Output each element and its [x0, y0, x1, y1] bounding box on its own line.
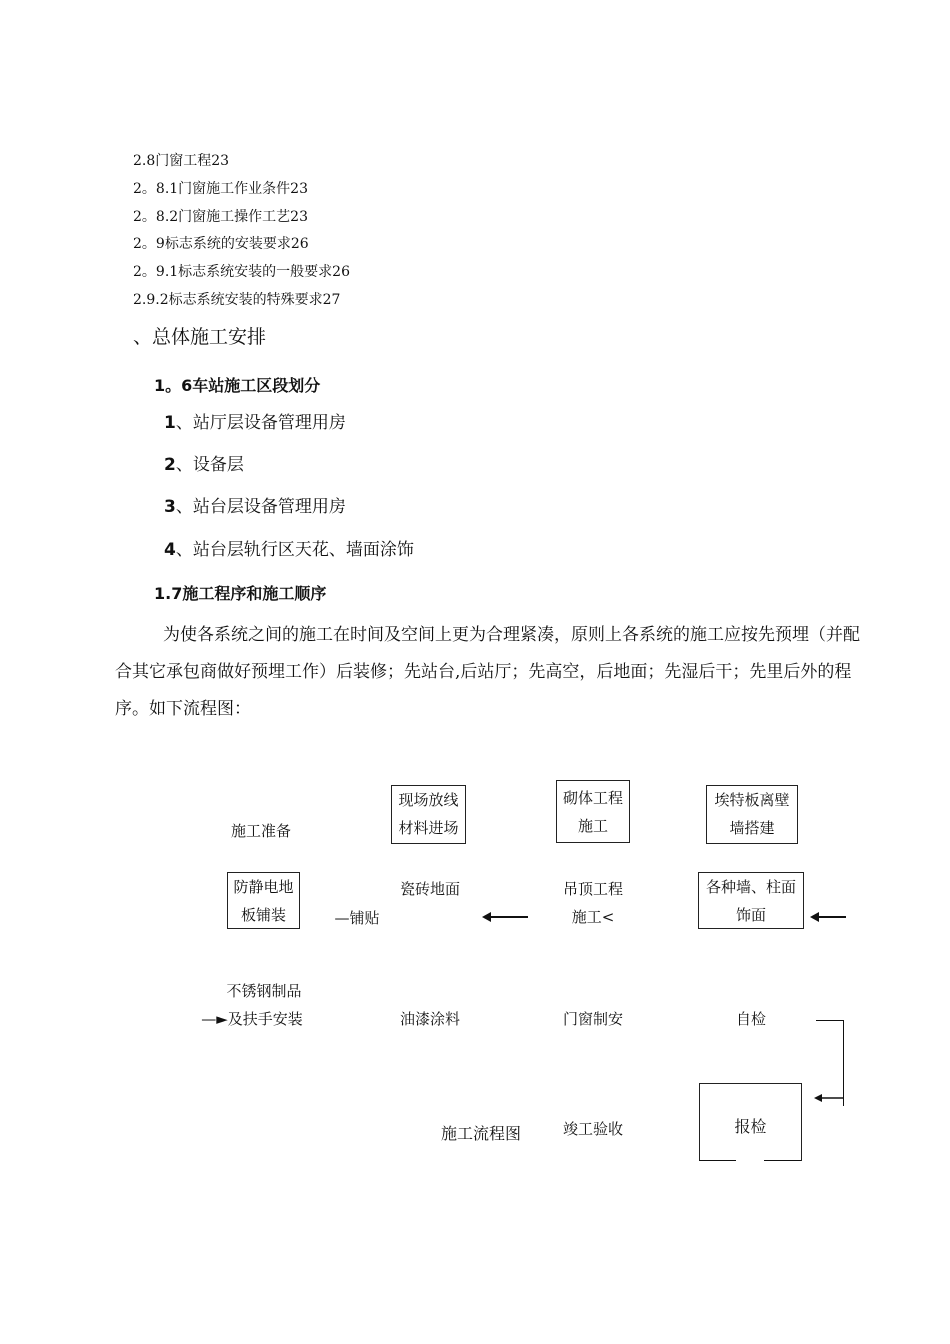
item-text: 、设备层 [175, 455, 244, 475]
flow-text: 板铺装 [240, 906, 286, 924]
flow-step-steel-cont: —►及扶手安装 [201, 1010, 303, 1028]
arrow-left-icon [808, 910, 848, 924]
flow-chart-caption: 施工流程图 [440, 1124, 521, 1143]
section-title: 、总体施工安排 [133, 326, 267, 348]
flow-text: 吊顶工程 [562, 880, 623, 898]
flow-text: 施工< [571, 908, 615, 926]
list-item [164, 450, 244, 475]
flow-text: 现场放线 [398, 791, 459, 809]
toc-entry: 2。8.1门窗施工作业条件23 [133, 181, 308, 197]
flow-box-wall [698, 872, 804, 929]
flow-text: 施工 [577, 817, 608, 835]
flow-box-masonry [556, 780, 630, 843]
flow-text: 饰面 [735, 906, 766, 924]
flow-text: 埃特板离壁 [714, 791, 790, 809]
flow-step-tile-cont: —铺贴 [334, 909, 380, 927]
flow-step-ceiling [548, 875, 638, 931]
heading-title: 施工程序和施工顺序 [182, 584, 327, 603]
toc-entry: 2。8.2门窗施工操作工艺23 [133, 209, 308, 225]
flow-step-prep: 施工准备 [230, 822, 291, 840]
flow-text: 报检 [734, 1117, 767, 1136]
flow-text: 各种墙、柱面 [705, 878, 796, 896]
item-number: 2 [164, 455, 176, 475]
arrow-left-icon [812, 1091, 846, 1105]
item-number: 1 [164, 413, 176, 433]
flow-step-paint: 油漆涂料 [399, 1010, 460, 1028]
flow-text: 砌体工程 [562, 789, 623, 807]
flow-step-selfcheck: 自检 [735, 1010, 766, 1028]
item-number: 3 [164, 497, 176, 517]
item-text: 、站台层设备管理用房 [175, 497, 346, 517]
toc-entry: 2.9.2标志系统安装的特殊要求27 [133, 292, 341, 308]
box-edge [699, 1160, 736, 1161]
connector-line [816, 1020, 844, 1021]
toc-entry: 2。9标志系统的安装要求26 [133, 236, 309, 252]
flow-step-steel: 不锈钢制品 [226, 982, 302, 1000]
body-paragraph: 为使各系统之间的施工在时间及空间上更为合理紧凑，原则上各系统的施工应按先预埋（并配合其它承包商做好预埋工作）后装修；先站台,后站厅；先高空，后地面；先湿后干；先里后外的程序。如下流程图： [115, 625, 860, 719]
item-text: 、站台层轨行区天花、墙面涂饰 [175, 540, 414, 560]
flow-box-antistatic [227, 872, 300, 929]
heading-title: 车站施工区段划分 [192, 376, 321, 395]
list-item [164, 408, 346, 433]
flow-text: 防静电地 [233, 878, 294, 896]
subsection-heading-1-7 [154, 581, 326, 604]
flow-box-survey [391, 785, 466, 844]
heading-number: 1。6 [154, 376, 193, 395]
flow-box-etek [706, 785, 798, 844]
flow-step-completion: 竣工验收 [562, 1120, 623, 1138]
flow-text: 材料进场 [398, 819, 459, 837]
toc-entry: 2.8门窗工程23 [133, 153, 230, 169]
item-text: 、站厅层设备管理用房 [175, 413, 346, 433]
box-edge [764, 1160, 801, 1161]
subsection-heading-1-6 [154, 373, 320, 396]
toc-entry: 2。9.1标志系统安装的一般要求26 [133, 264, 350, 280]
flow-text: 墙搭建 [729, 819, 775, 837]
arrow-left-icon [480, 910, 530, 924]
list-item [164, 535, 414, 560]
flow-step-door: 门窗制安 [562, 1010, 623, 1028]
item-number: 4 [164, 540, 176, 560]
flow-step-tile: 瓷砖地面 [399, 880, 460, 898]
flow-box-report [699, 1083, 802, 1161]
list-item [164, 492, 346, 517]
heading-number: 1.7 [154, 584, 183, 603]
